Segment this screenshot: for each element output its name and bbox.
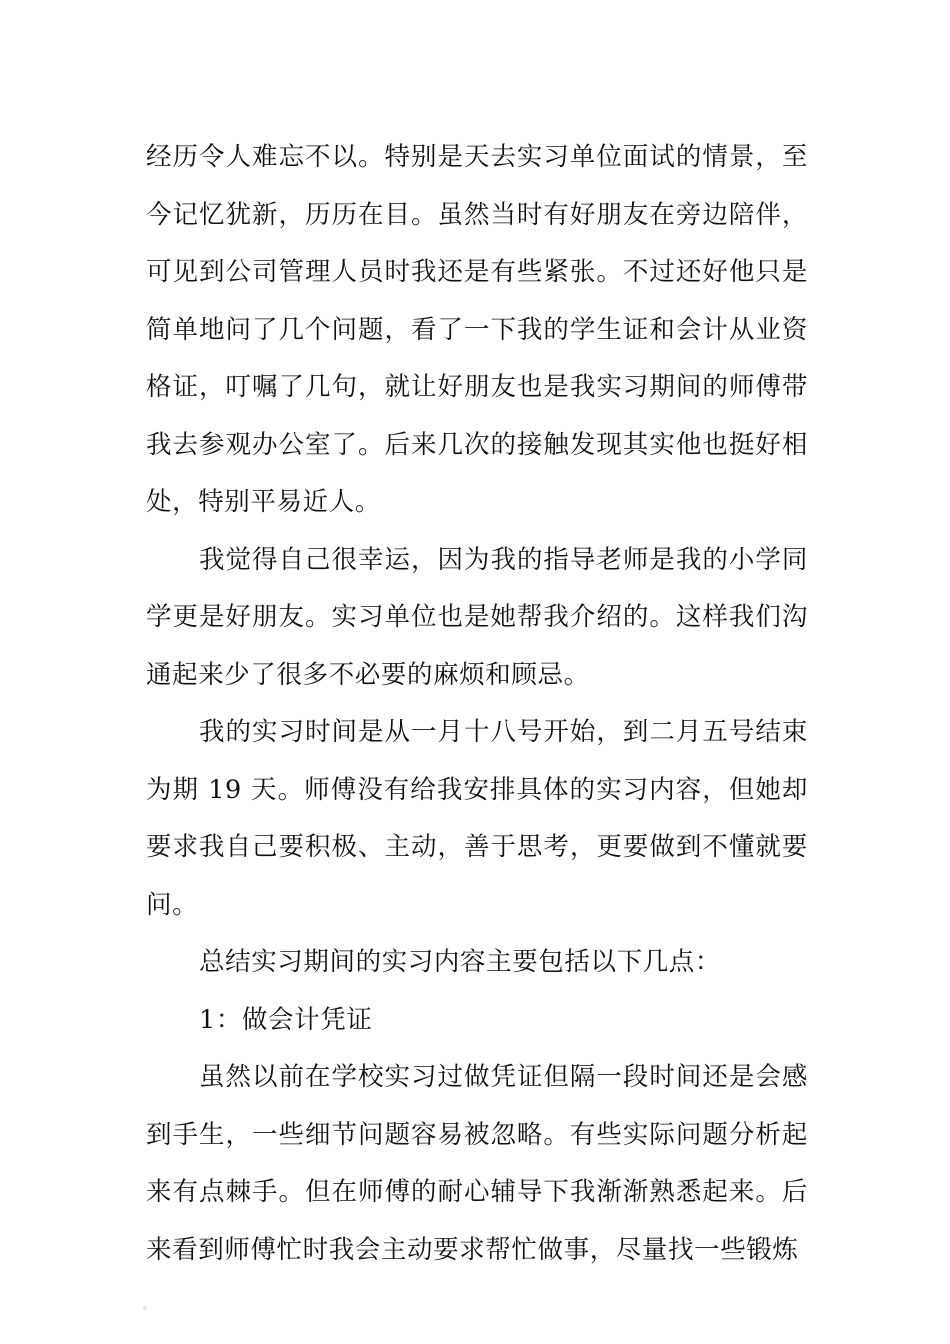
document-body bbox=[146, 129, 808, 1279]
paragraph-6: 虽然以前在学校实习过做凭证但隔一段时间还是会感到手生，一些细节问题容易被忽略。有些实际问题分析起来有点棘手。但在师傅的耐心辅导下我渐渐熟悉起来。后来看到师傅忙时我会主动要求帮忙做事，尽量找一些锻炼 bbox=[146, 1062, 808, 1265]
paragraph-3: 我的实习时间是从一月十八号开始，到二月五号结束为期 19 天。师傅没有给我安排具体的实习内容，但她却要求我自己要积极、主动，善于思考，更要做到不懂就要问。 bbox=[146, 717, 808, 920]
footer-dot bbox=[143, 1306, 147, 1310]
paragraph-4: 总结实习期间的实习内容主要包括以下几点： bbox=[199, 947, 722, 977]
paragraph-1: 经历令人难忘不以。特别是天去实习单位面试的情景，至今记忆犹新，历历在目。虽然当时有好朋友在旁边陪伴，可见到公司管理人员时我还是有些紧张。不过还好他只是简单地问了几个问题，看了一下我的学生证和会计从业资格证，叮嘱了几句，就让好朋友也是我实习期间的师傅带我去参观办公室了。后来几次的接触发现其实他也挺好相处，特别平易近人。 bbox=[146, 142, 808, 517]
paragraph-5: 1：做会计凭证 bbox=[199, 1004, 373, 1035]
paragraph-2: 我觉得自己很幸运，因为我的指导老师是我的小学同学更是好朋友。实习单位也是她帮我介绍的。这样我们沟通起来少了很多不必要的麻烦和顾忌。 bbox=[146, 544, 808, 690]
